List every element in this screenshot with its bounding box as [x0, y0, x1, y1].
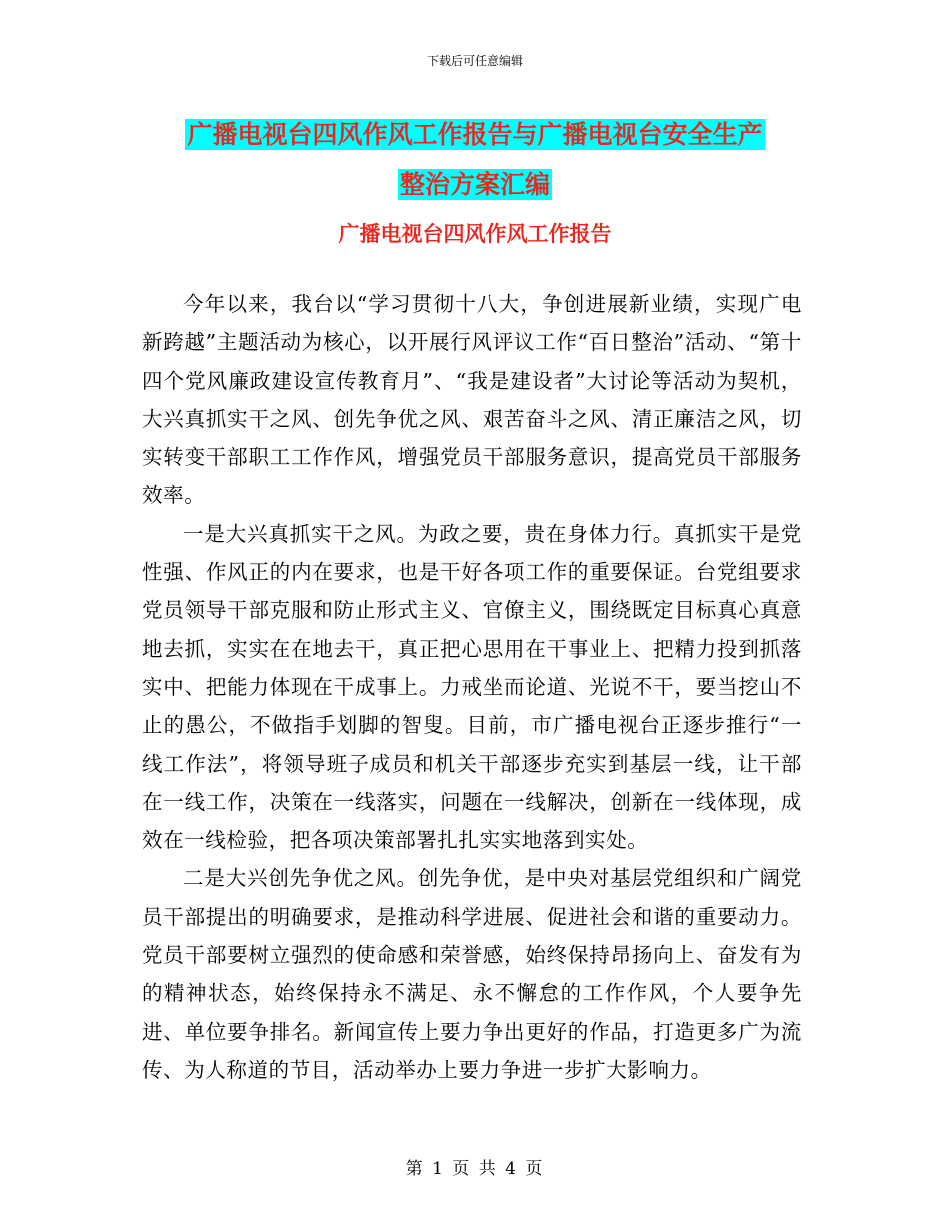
document-title-line-2: 整治方案汇编 [399, 170, 550, 199]
document-title [0, 110, 950, 210]
paragraph-point-one: 一是大兴真抓实干之风。为政之要，贵在身体力行。真抓实干是党性强、作风正的内在要求，也是干好各项工作的重要保证。台党组要求党员领导干部克服和防止形式主义、官僚主义，围绕既定目标真心真意地去抓，实实在在地去干，真正把心思用在干事业上、把精力投到抓落实中、把能力体现在干成事上。力戒坐而论道、光说不干，要当挖山不止的愚公，不做指手划脚的智叟。目前，市广播电视台正逐步推行“一线工作法”，将领导班子成员和机关干部逐步充实到基层一线，让干部在一线工作，决策在一线落实，问题在一线解决，创新在一线体现，成效在一线检验，把各项决策部署扎扎实实地落到实处。 [142, 521, 802, 853]
page-header-note: 下载后可任意编辑 [426, 54, 523, 68]
paragraph-point-two: 二是大兴创先争优之风。创先争优，是中央对基层党组织和广阔党员干部提出的明确要求，是推动科学进展、促进社会和谐的重要动力。党员干部要树立强烈的使命感和荣誉感，始终保持昂扬向上、奋发有为的精神状态，始终保持永不满足、永不懈怠的工作作风，个人要争先进、单位要争排名。新闻宣传上要力争出更好的作品，打造更多广为流传、为人称道的节目，活动举办上要力争进一步扩大影响力。 [142, 866, 802, 1082]
page-footer-number: 第 1 页 共 4 页 [405, 1159, 545, 1179]
document-body [142, 285, 802, 1089]
paragraph-intro: 今年以来，我台以“学习贯彻十八大，争创进展新业绩，实现广电新跨越”主题活动为核心，以开展行风评议工作“百日整治”活动、“第十四个党风廉政建设宣传教育月”、“我是建设者”大讨论等活动为契机，大兴真抓实干之风、创先争优之风、艰苦奋斗之风、清正廉洁之风，切实转变干部职工工作作风，增强党员干部服务意识，提高党员干部服务效率。 [142, 292, 802, 508]
section-heading: 广播电视台四风作风工作报告 [338, 221, 612, 246]
document-title-line-1: 广播电视台四风作风工作报告与广播电视台安全生产 [187, 120, 763, 149]
